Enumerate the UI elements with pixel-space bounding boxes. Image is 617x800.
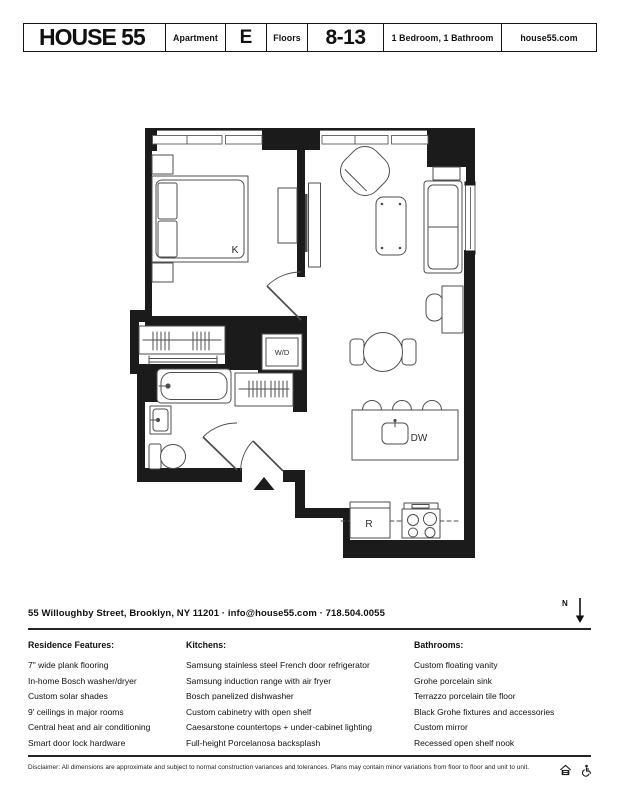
side-table	[433, 167, 460, 180]
entry-door	[241, 441, 283, 471]
bar-stools	[363, 401, 442, 411]
desk-chair	[426, 294, 443, 321]
feature-item: Custom mirror	[414, 722, 468, 733]
bathroom-door	[203, 423, 237, 470]
divider-top	[28, 628, 591, 630]
dining-table	[364, 333, 403, 372]
kitchens-heading: Kitchens:	[186, 640, 227, 650]
bed-label: K	[231, 244, 239, 256]
linen-closet	[235, 373, 293, 406]
feature-item: Samsung stainless steel French door refrigerator	[186, 660, 370, 670]
nightstand	[152, 263, 173, 282]
dishwasher-label: DW	[410, 433, 428, 444]
feature-item: Custom cabinetry with open shelf	[186, 706, 312, 717]
range	[402, 503, 440, 538]
brand-logo: HOUSE 55	[24, 24, 166, 51]
north-indicator	[560, 596, 600, 626]
bathroom-sink	[150, 406, 171, 434]
kitchens-column	[186, 640, 410, 752]
feature-item: Terrazzo porcelain tile floor	[414, 691, 516, 702]
feature-item: Grohe porcelain sink	[414, 675, 492, 686]
accessibility-icon	[580, 764, 592, 777]
feature-item: 9' ceilings in major rooms	[28, 706, 124, 717]
feature-item: Custom solar shades	[28, 691, 108, 702]
feature-item: Black Grohe fixtures and accessories	[414, 706, 555, 717]
washer-dryer-label: W/D	[274, 348, 290, 357]
equal-housing-icon	[559, 764, 572, 777]
bathrooms-column	[414, 640, 594, 752]
floors-value: 8-13	[308, 24, 384, 51]
feature-item: Caesarstone countertops + under-cabinet lighting	[186, 722, 372, 733]
feature-item: Recessed open shelf nook	[414, 737, 515, 748]
toilet	[149, 444, 186, 469]
feature-item: Smart door lock hardware	[28, 737, 126, 748]
footer-icons	[559, 762, 599, 778]
entry-arrow	[254, 477, 275, 490]
bed-bath-label: 1 Bedroom, 1 Bathroom	[384, 24, 502, 51]
feature-item: Bosch panelized dishwasher	[186, 691, 294, 702]
feature-item: Central heat and air conditioning	[28, 722, 151, 733]
feature-item: In-home Bosch washer/dryer	[28, 675, 137, 686]
feature-item: Custom floating vanity	[414, 660, 498, 670]
feature-item: Full-height Porcelanosa backsplash	[186, 737, 321, 748]
floors-label: Floors	[267, 24, 308, 51]
refrigerator-label: R	[365, 519, 373, 530]
tv-console	[305, 183, 321, 267]
dining-chair	[402, 339, 416, 365]
feature-item: Samsung induction range with air fryer	[186, 675, 332, 686]
coffee-table	[376, 197, 406, 255]
bedroom-door	[267, 272, 301, 320]
apartment-label: Apartment	[166, 24, 226, 51]
sofa	[424, 181, 462, 273]
nightstand	[152, 155, 173, 174]
kitchen-island	[352, 410, 458, 460]
residence-features-column	[28, 640, 183, 752]
bedroom-closet	[139, 326, 225, 364]
desk	[442, 286, 463, 333]
website-label: house55.com	[520, 32, 578, 43]
address-line: 55 Willoughby Street, Brooklyn, NY 11201 · info@house55.com · 718.504.0055	[28, 608, 385, 619]
residence-features-heading: Residence Features:	[28, 640, 115, 650]
divider-bottom	[28, 755, 591, 757]
disclaimer-text: Disclaimer: All dimensions are approximate and subject to normal construction variances and tolerances. Plans may contain minor variations from floor to floor and unit to unit.	[28, 764, 530, 771]
bathtub	[157, 369, 231, 403]
corner-chair	[334, 140, 396, 202]
apartment-value: E	[226, 24, 267, 51]
dresser	[278, 188, 297, 243]
north-label: N	[562, 599, 568, 608]
bathrooms-heading: Bathrooms:	[414, 640, 464, 650]
north-arrow-icon	[572, 596, 598, 626]
feature-item: 7" wide plank flooring	[28, 660, 109, 670]
dining-chair	[350, 339, 364, 365]
